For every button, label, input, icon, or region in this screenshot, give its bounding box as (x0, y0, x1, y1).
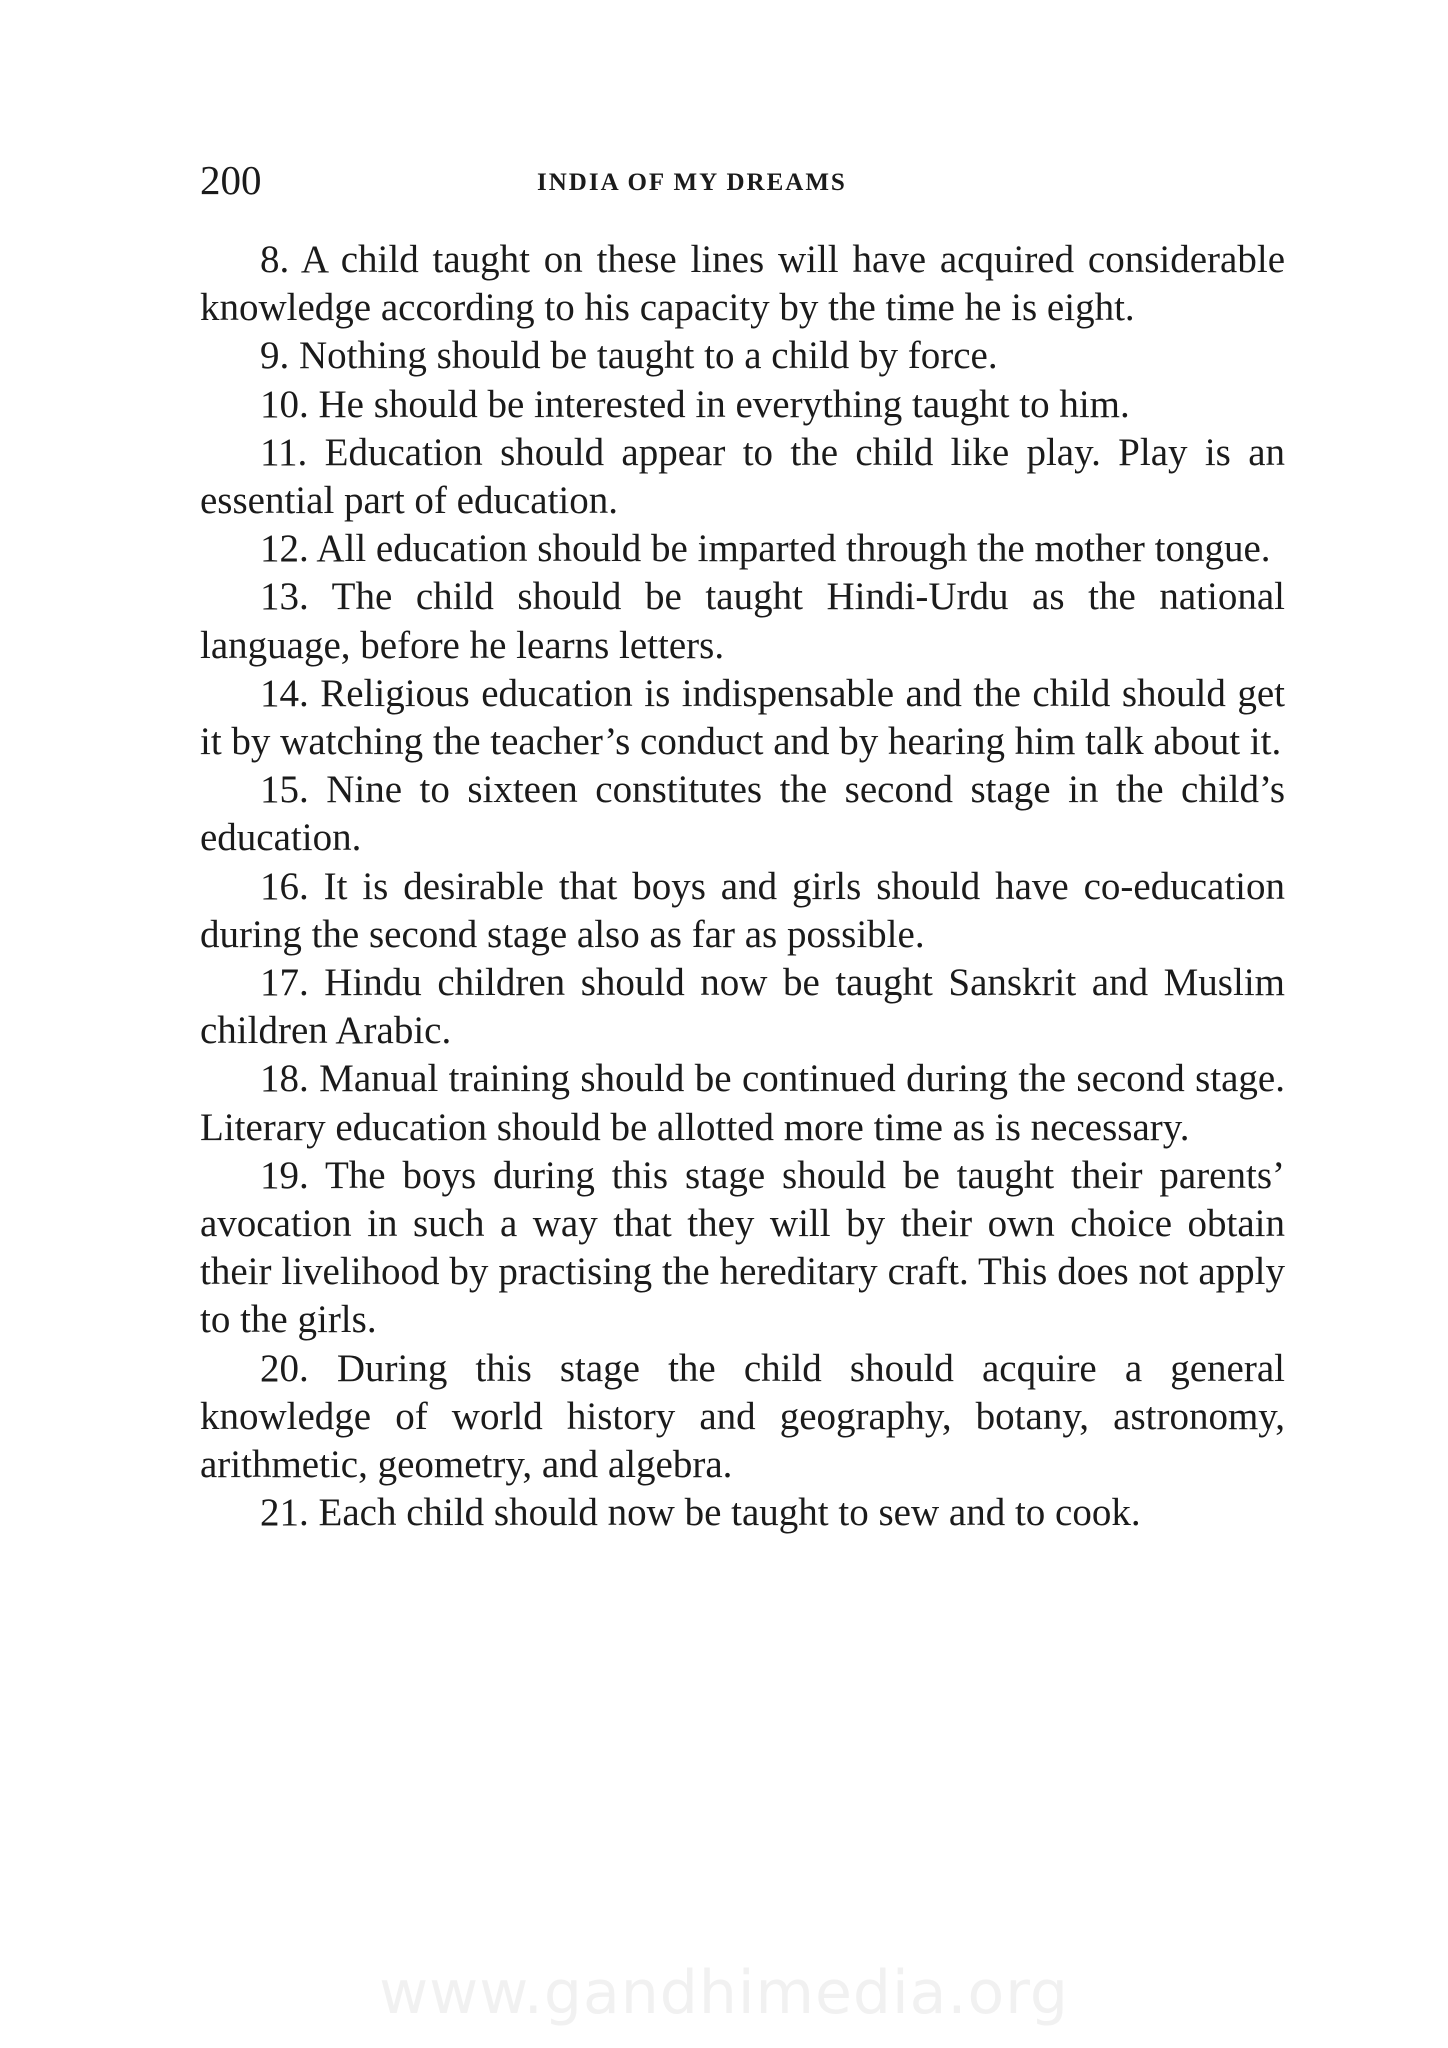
paragraph-21: 21. Each child should now be taught to sew and to cook. (260, 1491, 1141, 1535)
paragraph-17: 17. Hindu children should now be taught Sanskrit and Muslim children Arabic. (200, 961, 1285, 1053)
paragraph-19: 19. The boys during this stage should be taught their parents’ avocation in such a way that they will by their own choice obtain their livelihood by practising the hereditary craft. This does not apply to the girls. (200, 1153, 1285, 1342)
paragraph-13: 13. The child should be taught Hindi-Urdu as the national language, before he learns letters. (200, 575, 1285, 667)
paragraph-14: 14. Religious education is indispensable and the child should get it by watching the teacher’s conduct and by hearing him talk about it. (200, 671, 1285, 764)
paragraph-15: 15. Nine to sixteen constitutes the second stage in the child’s education. (200, 768, 1285, 860)
paragraph-11: 11. Education should appear to the child like play. Play is an essential part of education. (200, 430, 1285, 523)
watermark: www.gandhimedia.org (379, 1958, 1069, 2028)
page-number: 200 (200, 157, 262, 203)
paragraph-18: 18. Manual training should be continued during the second stage. Literary education should be allotted more time as is necessary. (200, 1057, 1285, 1149)
paragraph-9: 9. Nothing should be taught to a child by force. (260, 334, 998, 378)
body-text (200, 236, 1285, 1537)
paragraph-10: 10. He should be interested in everything taught to him. (260, 382, 1130, 426)
paragraph-16: 16. It is desirable that boys and girls should have co-education during the second stage also as far as possible. (200, 864, 1285, 956)
running-title: INDIA OF MY DREAMS (537, 169, 847, 196)
paragraph-20: 20. During this stage the child should acquire a general knowledge of world history and geography, botany, astronomy, arithmetic, geometry, and algebra. (200, 1346, 1285, 1487)
paragraph-8: 8. A child taught on these lines will have acquired considerable knowledge according to his capacity by the time he is eight. (200, 238, 1285, 330)
running-head (200, 150, 1285, 210)
paragraph-12: 12. All education should be imparted through the mother tongue. (260, 527, 1271, 571)
